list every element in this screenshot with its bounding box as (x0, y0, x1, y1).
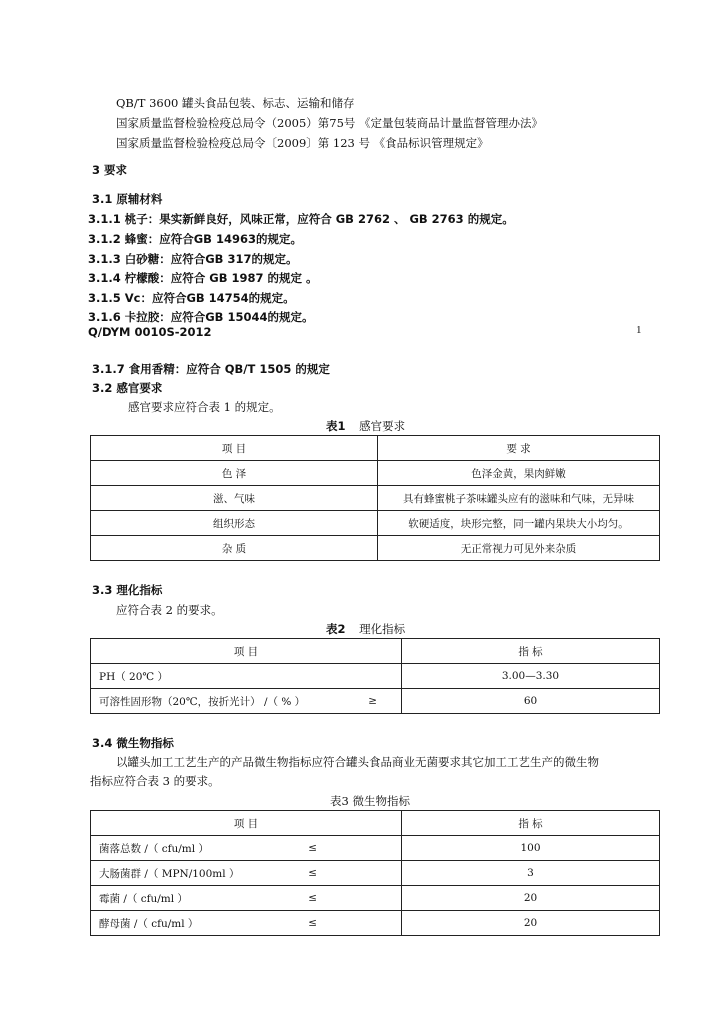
table-row (91, 511, 660, 536)
table-header-row (91, 811, 660, 836)
value-cell: 20 (402, 911, 660, 936)
table-caption-number: 表1 (326, 419, 346, 433)
table-row (91, 861, 660, 886)
requirement-cell: 色泽金黄，果肉鲜嫩 (378, 461, 660, 486)
header-cell: 要 求 (378, 436, 660, 461)
document-code: Q/DYM 0010S-2012 (88, 325, 212, 339)
clause-line: 3.1.1 桃子：果实新鲜良好，风味正常，应符合 GB 2762 、 GB 2763 的规定。 (88, 212, 514, 226)
table-caption-title: 理化指标 (359, 622, 406, 636)
value-cell: 100 (402, 836, 660, 861)
subsection-heading: 3.4 微生物指标 (92, 736, 174, 750)
microbiological-table (90, 810, 660, 936)
table-row (91, 461, 660, 486)
table-row (91, 664, 660, 689)
item-cell: 色 泽 (91, 461, 378, 486)
sensory-requirements-table (90, 435, 660, 561)
physicochemical-table (90, 638, 660, 714)
clause-line: 3.1.3 白砂糖：应符合GB 317的规定。 (88, 252, 298, 266)
item-label: 霉菌 /（ cfu/ml ） (99, 892, 188, 905)
subsection-heading: 3.3 理化指标 (92, 583, 163, 597)
requirement-cell: 无正常视力可见外来杂质 (378, 536, 660, 561)
item-cell: 杂 质 (91, 536, 378, 561)
item-cell (91, 886, 402, 911)
section-heading: 3 要求 (92, 163, 128, 177)
table-caption-title: 感官要求 (359, 419, 406, 433)
table-header-row (91, 639, 660, 664)
table-row (91, 886, 660, 911)
table-row (91, 536, 660, 561)
requirement-cell: 软硬适度，块形完整，同一罐内果块大小均匀。 (378, 511, 660, 536)
table-caption-number: 表2 (326, 622, 346, 636)
page-number: 1 (636, 324, 642, 336)
header-cell: 项 目 (91, 811, 402, 836)
value-cell: 60 (402, 689, 660, 714)
comparison-symbol: ≤ (308, 917, 317, 929)
reference-line: QB/T 3600 罐头食品包装、标志、运输和储存 (116, 96, 355, 110)
item-cell (91, 689, 402, 714)
item-label: 大肠菌群 /（ MPN/100ml ） (99, 867, 240, 880)
table-row (91, 689, 660, 714)
header-cell: 指 标 (402, 639, 660, 664)
paragraph: 以罐头加工工艺生产的产品微生物指标应符合罐头食品商业无菌要求其它加工工艺生产的微生物 (116, 755, 599, 769)
item-cell (91, 911, 402, 936)
comparison-symbol: ≤ (308, 842, 317, 854)
clause-line: 3.1.6 卡拉胶：应符合GB 15044的规定。 (88, 310, 314, 324)
item-cell: 滋、气味 (91, 486, 378, 511)
reference-line: 国家质量监督检验检疫总局令〔2009〕第 123 号 《食品标识管理规定》 (116, 136, 489, 150)
clause-line: 3.1.4 柠檬酸：应符合 GB 1987 的规定 。 (88, 271, 318, 285)
item-cell (91, 836, 402, 861)
comparison-symbol: ≤ (308, 867, 317, 879)
comparison-symbol: ≤ (308, 892, 317, 904)
paragraph: 感官要求应符合表 1 的规定。 (128, 400, 281, 414)
subsection-heading: 3.1 原辅材料 (92, 192, 163, 206)
item-cell (91, 861, 402, 886)
table-caption (326, 621, 405, 637)
value-cell: 20 (402, 886, 660, 911)
table-caption (326, 418, 405, 434)
paragraph: 指标应符合表 3 的要求。 (90, 774, 220, 788)
subsection-heading: 3.2 感官要求 (92, 381, 163, 395)
reference-line: 国家质量监督检验检疫总局令（2005）第75号 《定量包装商品计量监督管理办法》 (116, 116, 544, 130)
clause-line: 3.1.5 Vc：应符合GB 14754的规定。 (88, 291, 295, 305)
comparison-symbol: ≥ (368, 695, 377, 707)
item-cell: 组织形态 (91, 511, 378, 536)
table-caption: 表3 微生物指标 (330, 794, 410, 808)
clause-line: 3.1.2 蜂蜜：应符合GB 14963的规定。 (88, 232, 302, 246)
header-cell: 项 目 (91, 639, 402, 664)
item-label: PH（ 20℃ ） (99, 670, 169, 683)
requirement-cell: 具有蜂蜜桃子茶味罐头应有的滋味和气味，无异味 (378, 486, 660, 511)
value-cell: 3.00—3.30 (402, 664, 660, 689)
value-cell: 3 (402, 861, 660, 886)
header-cell: 指 标 (402, 811, 660, 836)
item-label: 可溶性固形物（20℃，按折光计） /（ % ） (99, 695, 306, 708)
clause-line: 3.1.7 食用香精：应符合 QB/T 1505 的规定 (92, 362, 330, 376)
table-row (91, 836, 660, 861)
table-row (91, 486, 660, 511)
table-header-row (91, 436, 660, 461)
header-cell: 项 目 (91, 436, 378, 461)
paragraph: 应符合表 2 的要求。 (116, 603, 223, 617)
item-cell (91, 664, 402, 689)
item-label: 菌落总数 /（ cfu/ml ） (99, 842, 209, 855)
item-label: 酵母菌 /（ cfu/ml ） (99, 917, 199, 930)
table-row (91, 911, 660, 936)
